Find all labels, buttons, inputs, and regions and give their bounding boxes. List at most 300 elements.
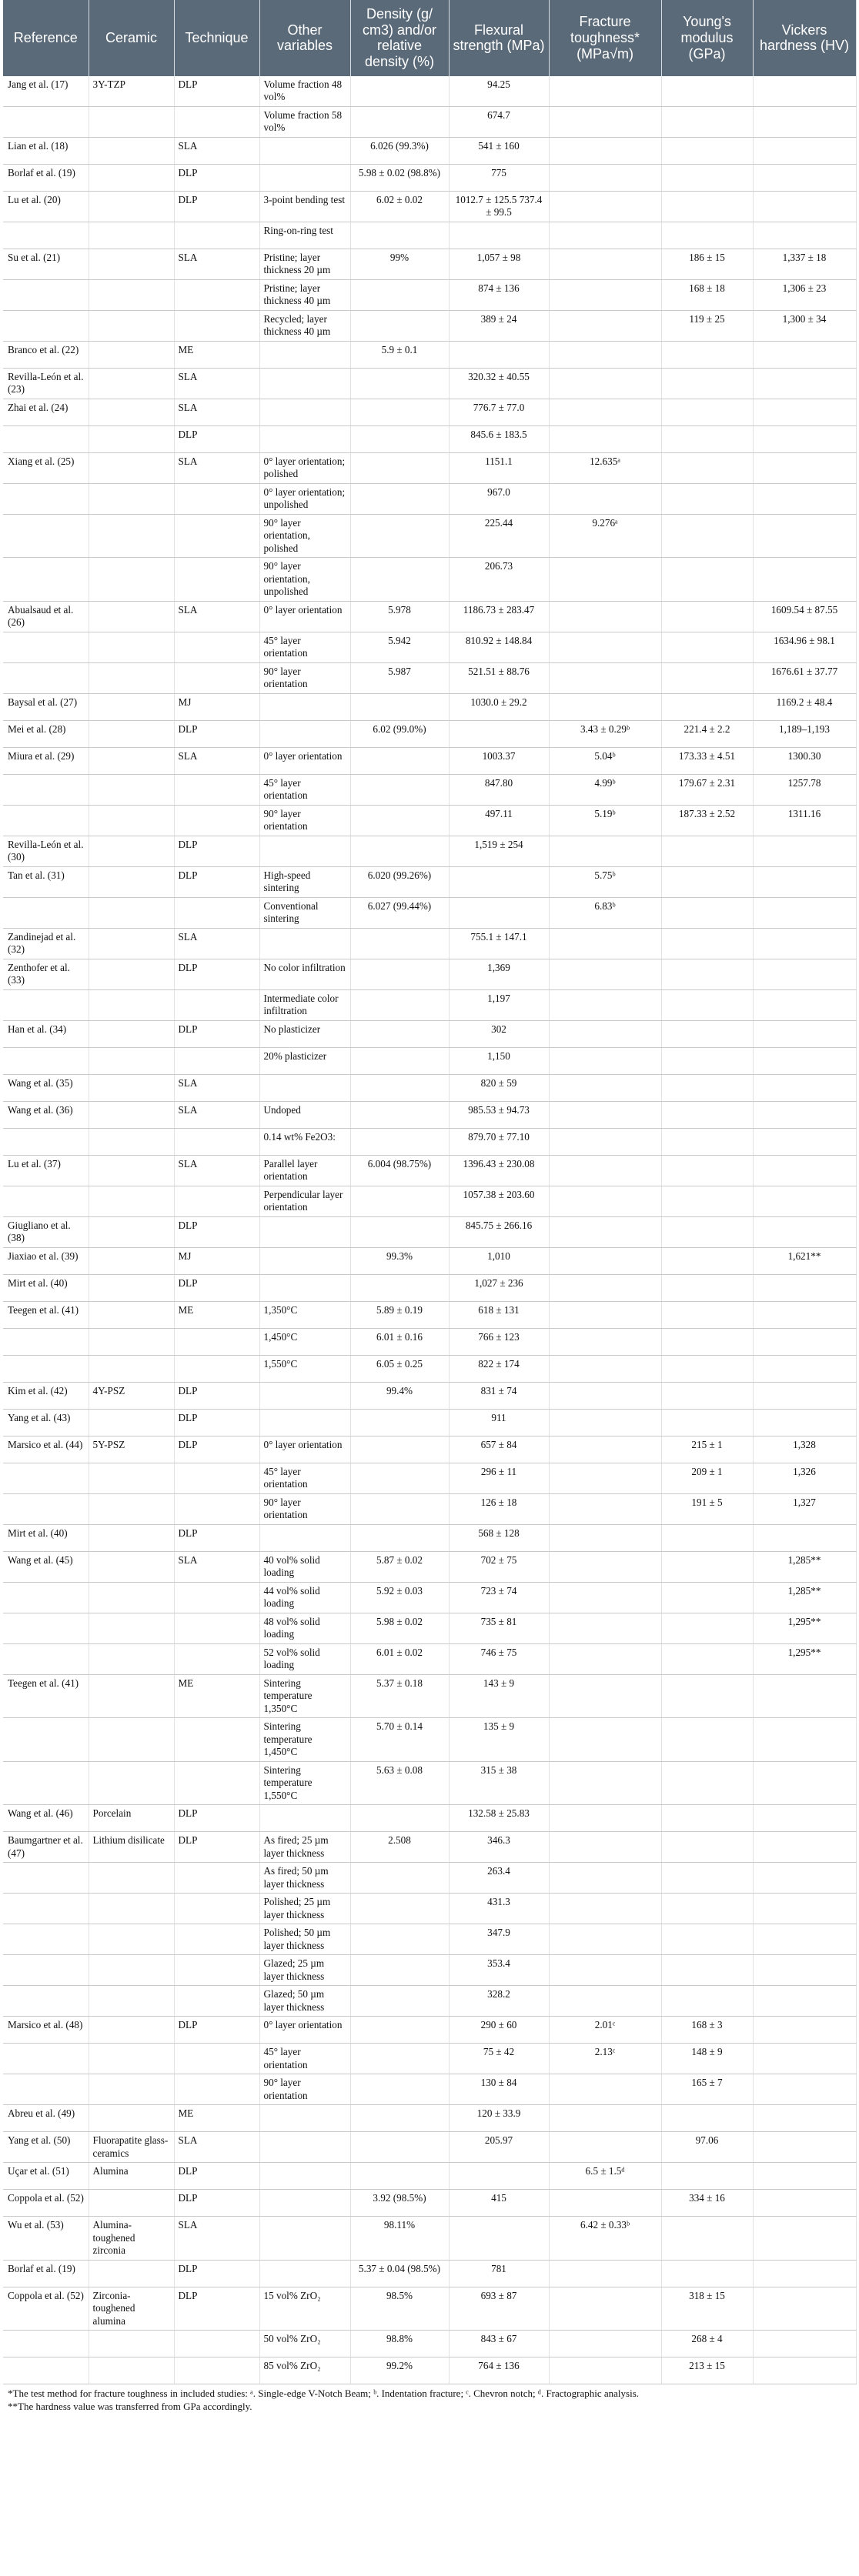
cell-youngs-modulus	[661, 514, 753, 558]
cell-ceramic	[89, 1128, 174, 1155]
cell-fracture-toughness	[549, 1274, 661, 1301]
cell-youngs-modulus	[661, 1524, 753, 1551]
cell-technique: DLP	[174, 191, 259, 222]
cell-youngs-modulus	[661, 1128, 753, 1155]
cell-reference: Zhai et al. (24)	[3, 399, 89, 425]
cell-density: 99.3%	[350, 1247, 449, 1274]
cell-technique	[174, 2074, 259, 2105]
table-row	[3, 2287, 856, 2331]
cell-technique: DLP	[174, 1409, 259, 1436]
cell-vickers-hardness: 1257.78	[753, 774, 856, 805]
cell-ceramic	[89, 558, 174, 602]
cell-ceramic	[89, 1020, 174, 1047]
cell-technique	[174, 2044, 259, 2074]
table-row	[3, 959, 856, 989]
cell-ceramic	[89, 106, 174, 137]
cell-vickers-hardness	[753, 1955, 856, 1986]
cell-vickers-hardness	[753, 1761, 856, 1805]
cell-technique	[174, 483, 259, 514]
cell-density	[350, 1924, 449, 1955]
cell-youngs-modulus	[661, 1074, 753, 1101]
cell-reference	[3, 2331, 89, 2357]
cell-youngs-modulus	[661, 1216, 753, 1247]
cell-youngs-modulus: 165 ± 7	[661, 2074, 753, 2105]
table-row	[3, 1074, 856, 1101]
cell-ceramic	[89, 341, 174, 368]
cell-technique: DLP	[174, 836, 259, 866]
cell-reference: Mei et al. (28)	[3, 720, 89, 747]
cell-ceramic	[89, 2017, 174, 2044]
cell-reference: Coppola et al. (52)	[3, 2287, 89, 2331]
cell-flexural-strength	[449, 2163, 549, 2190]
cell-flexural-strength	[449, 222, 549, 249]
table-row	[3, 1128, 856, 1155]
cell-other-variables: Volume fraction 48 vol%	[259, 76, 350, 107]
cell-density	[350, 310, 449, 341]
cell-density	[350, 279, 449, 310]
cell-vickers-hardness	[753, 137, 856, 164]
cell-reference	[3, 1718, 89, 1762]
cell-ceramic	[89, 1274, 174, 1301]
cell-vickers-hardness: 1,285**	[753, 1551, 856, 1582]
cell-youngs-modulus	[661, 1986, 753, 2017]
cell-ceramic	[89, 866, 174, 897]
cell-density	[350, 1047, 449, 1074]
cell-density: 5.37 ± 0.04 (98.5%)	[350, 2260, 449, 2287]
table-row	[3, 1020, 856, 1047]
cell-flexural-strength: 822 ± 174	[449, 1355, 549, 1382]
cell-density	[350, 483, 449, 514]
cell-vickers-hardness	[753, 989, 856, 1020]
cell-flexural-strength: 845.75 ± 266.16	[449, 1216, 549, 1247]
cell-youngs-modulus	[661, 1643, 753, 1674]
cell-reference: Baumgartner et al. (47)	[3, 1832, 89, 1863]
cell-vickers-hardness	[753, 341, 856, 368]
header-vickers-hardness: Vickers hardness (HV)	[753, 0, 856, 76]
cell-other-variables	[259, 341, 350, 368]
cell-fracture-toughness	[549, 191, 661, 222]
cell-ceramic	[89, 1463, 174, 1493]
cell-fracture-toughness: 2.13ᶜ	[549, 2044, 661, 2074]
cell-ceramic	[89, 601, 174, 632]
cell-youngs-modulus	[661, 76, 753, 107]
cell-ceramic	[89, 662, 174, 693]
cell-ceramic	[89, 1328, 174, 1355]
cell-youngs-modulus	[661, 1832, 753, 1863]
table-row	[3, 1186, 856, 1216]
cell-other-variables: 90° layer orientation	[259, 1493, 350, 1524]
cell-technique: SLA	[174, 2132, 259, 2163]
cell-youngs-modulus	[661, 1101, 753, 1128]
cell-density	[350, 425, 449, 452]
cell-technique: SLA	[174, 368, 259, 399]
cell-technique: SLA	[174, 452, 259, 483]
cell-vickers-hardness	[753, 959, 856, 989]
cell-density	[350, 558, 449, 602]
table-row	[3, 1674, 856, 1718]
cell-flexural-strength: 693 ± 87	[449, 2287, 549, 2331]
cell-youngs-modulus	[661, 191, 753, 222]
cell-fracture-toughness	[549, 368, 661, 399]
cell-reference	[3, 1894, 89, 1924]
cell-ceramic	[89, 1101, 174, 1128]
cell-technique: DLP	[174, 720, 259, 747]
cell-reference	[3, 514, 89, 558]
cell-youngs-modulus	[661, 1274, 753, 1301]
cell-other-variables	[259, 1274, 350, 1301]
table-row	[3, 425, 856, 452]
table-row	[3, 1463, 856, 1493]
cell-vickers-hardness: 1300.30	[753, 747, 856, 774]
cell-reference: Abualsaud et al. (26)	[3, 601, 89, 632]
table-row	[3, 399, 856, 425]
cell-fracture-toughness: 6.83ᵇ	[549, 897, 661, 928]
cell-vickers-hardness	[753, 2017, 856, 2044]
table-row	[3, 1863, 856, 1894]
cell-youngs-modulus	[661, 106, 753, 137]
cell-reference: Borlaf et al. (19)	[3, 2260, 89, 2287]
cell-technique: DLP	[174, 1274, 259, 1301]
cell-flexural-strength: 810.92 ± 148.84	[449, 632, 549, 662]
cell-reference: Kim et al. (42)	[3, 1382, 89, 1409]
header-youngs-modulus: Young's modulus (GPa)	[661, 0, 753, 76]
header-other-variables: Other variables	[259, 0, 350, 76]
cell-fracture-toughness	[549, 1955, 661, 1986]
cell-density: 6.020 (99.26%)	[350, 866, 449, 897]
cell-flexural-strength: 723 ± 74	[449, 1582, 549, 1613]
cell-technique: ME	[174, 1301, 259, 1328]
cell-reference: Borlaf et al. (19)	[3, 164, 89, 191]
cell-density	[350, 2105, 449, 2132]
header-flexural-strength: Flexural strength (MPa)	[449, 0, 549, 76]
table-row	[3, 1718, 856, 1762]
cell-fracture-toughness	[549, 1409, 661, 1436]
cell-fracture-toughness: 9.276ᵃ	[549, 514, 661, 558]
cell-reference	[3, 989, 89, 1020]
cell-technique: DLP	[174, 2260, 259, 2287]
cell-technique	[174, 989, 259, 1020]
cell-density: 99%	[350, 249, 449, 279]
cell-youngs-modulus	[661, 425, 753, 452]
cell-ceramic	[89, 1761, 174, 1805]
cell-ceramic: Lithium disilicate	[89, 1832, 174, 1863]
cell-ceramic	[89, 1355, 174, 1382]
cell-other-variables: 0° layer orientation; polished	[259, 452, 350, 483]
cell-density: 5.37 ± 0.18	[350, 1674, 449, 1718]
cell-other-variables: 0° layer orientation	[259, 2017, 350, 2044]
cell-ceramic	[89, 1409, 174, 1436]
cell-density: 5.70 ± 0.14	[350, 1718, 449, 1762]
cell-ceramic	[89, 1493, 174, 1524]
cell-technique	[174, 1582, 259, 1613]
table-row	[3, 310, 856, 341]
cell-vickers-hardness	[753, 1020, 856, 1047]
cell-vickers-hardness	[753, 1216, 856, 1247]
cell-vickers-hardness: 1,295**	[753, 1643, 856, 1674]
cell-other-variables: 45° layer orientation	[259, 2044, 350, 2074]
cell-fracture-toughness	[549, 836, 661, 866]
table-row	[3, 805, 856, 836]
cell-youngs-modulus	[661, 452, 753, 483]
cell-density	[350, 1955, 449, 1986]
cell-reference	[3, 1582, 89, 1613]
cell-reference: Marsico et al. (48)	[3, 2017, 89, 2044]
cell-vickers-hardness: 1,621**	[753, 1247, 856, 1274]
cell-technique: SLA	[174, 928, 259, 959]
cell-fracture-toughness	[549, 1463, 661, 1493]
cell-flexural-strength: 879.70 ± 77.10	[449, 1128, 549, 1155]
cell-technique	[174, 805, 259, 836]
table-body	[3, 76, 856, 2384]
cell-technique: DLP	[174, 425, 259, 452]
cell-fracture-toughness: 4.99ᵇ	[549, 774, 661, 805]
cell-flexural-strength: 568 ± 128	[449, 1524, 549, 1551]
cell-ceramic	[89, 1216, 174, 1247]
cell-flexural-strength: 126 ± 18	[449, 1493, 549, 1524]
table-row	[3, 164, 856, 191]
cell-other-variables	[259, 2105, 350, 2132]
cell-technique: DLP	[174, 959, 259, 989]
cell-youngs-modulus	[661, 1761, 753, 1805]
cell-youngs-modulus	[661, 1863, 753, 1894]
cell-ceramic	[89, 191, 174, 222]
cell-other-variables: 3-point bending test	[259, 191, 350, 222]
cell-youngs-modulus	[661, 632, 753, 662]
cell-vickers-hardness: 1,327	[753, 1493, 856, 1524]
table-row	[3, 928, 856, 959]
cell-other-variables: 0° layer orientation	[259, 1436, 350, 1463]
cell-ceramic	[89, 836, 174, 866]
cell-youngs-modulus	[661, 1355, 753, 1382]
cell-technique	[174, 1128, 259, 1155]
cell-technique: DLP	[174, 2190, 259, 2217]
cell-other-variables: 90° layer orientation, unpolished	[259, 558, 350, 602]
cell-fracture-toughness	[549, 1761, 661, 1805]
cell-flexural-strength: 132.58 ± 25.83	[449, 1805, 549, 1832]
cell-other-variables	[259, 928, 350, 959]
footnote-hardness: **The hardness value was transferred from GPa accordingly.	[8, 2400, 252, 2412]
cell-ceramic	[89, 1894, 174, 1924]
cell-fracture-toughness: 12.635ᵃ	[549, 452, 661, 483]
cell-ceramic: Alumina	[89, 2163, 174, 2190]
cell-youngs-modulus: 268 ± 4	[661, 2331, 753, 2357]
cell-other-variables: 52 vol% solid loading	[259, 1643, 350, 1674]
cell-youngs-modulus: 318 ± 15	[661, 2287, 753, 2331]
cell-youngs-modulus: 334 ± 16	[661, 2190, 753, 2217]
cell-youngs-modulus: 221.4 ± 2.2	[661, 720, 753, 747]
cell-flexural-strength: 315 ± 38	[449, 1761, 549, 1805]
cell-vickers-hardness	[753, 368, 856, 399]
cell-youngs-modulus	[661, 1247, 753, 1274]
cell-flexural-strength: 820 ± 59	[449, 1074, 549, 1101]
cell-ceramic	[89, 632, 174, 662]
cell-youngs-modulus	[661, 1805, 753, 1832]
cell-other-variables	[259, 1524, 350, 1551]
cell-ceramic	[89, 2190, 174, 2217]
cell-other-variables	[259, 1216, 350, 1247]
cell-reference	[3, 1355, 89, 1382]
cell-other-variables: Undoped	[259, 1101, 350, 1128]
cell-fracture-toughness	[549, 2331, 661, 2357]
cell-youngs-modulus	[661, 1674, 753, 1718]
cell-fracture-toughness	[549, 1328, 661, 1355]
cell-reference	[3, 632, 89, 662]
cell-density	[350, 1074, 449, 1101]
cell-reference	[3, 1863, 89, 1894]
cell-technique	[174, 774, 259, 805]
table-row	[3, 2105, 856, 2132]
cell-vickers-hardness	[753, 2260, 856, 2287]
cell-technique: SLA	[174, 747, 259, 774]
table-row	[3, 1955, 856, 1986]
cell-vickers-hardness	[753, 1355, 856, 1382]
cell-vickers-hardness	[753, 928, 856, 959]
cell-technique: SLA	[174, 399, 259, 425]
header-fracture-toughness: Fracture toughness* (MPa√m)	[549, 0, 661, 76]
cell-density: 5.92 ± 0.03	[350, 1582, 449, 1613]
cell-reference: Yang et al. (43)	[3, 1409, 89, 1436]
cell-reference	[3, 1955, 89, 1986]
header-row	[3, 0, 856, 76]
cell-vickers-hardness	[753, 2163, 856, 2190]
cell-technique: MJ	[174, 1247, 259, 1274]
cell-flexural-strength: 746 ± 75	[449, 1643, 549, 1674]
cell-ceramic	[89, 279, 174, 310]
cell-fracture-toughness	[549, 249, 661, 279]
cell-other-variables	[259, 2260, 350, 2287]
cell-density: 3.92 (98.5%)	[350, 2190, 449, 2217]
cell-vickers-hardness	[753, 1409, 856, 1436]
cell-youngs-modulus: 168 ± 3	[661, 2017, 753, 2044]
table-row	[3, 1924, 856, 1955]
cell-density	[350, 1128, 449, 1155]
cell-flexural-strength: 1186.73 ± 283.47	[449, 601, 549, 632]
cell-vickers-hardness	[753, 1128, 856, 1155]
cell-reference: Xiang et al. (25)	[3, 452, 89, 483]
table-row	[3, 452, 856, 483]
cell-vickers-hardness	[753, 2074, 856, 2105]
cell-density	[350, 1436, 449, 1463]
cell-technique: DLP	[174, 1524, 259, 1551]
cell-density	[350, 959, 449, 989]
cell-other-variables	[259, 836, 350, 866]
cell-other-variables: 45° layer orientation	[259, 632, 350, 662]
cell-flexural-strength: 657 ± 84	[449, 1436, 549, 1463]
cell-density: 99.4%	[350, 1382, 449, 1409]
cell-vickers-hardness	[753, 1186, 856, 1216]
cell-flexural-strength: 831 ± 74	[449, 1382, 549, 1409]
cell-vickers-hardness	[753, 1382, 856, 1409]
cell-other-variables	[259, 2163, 350, 2190]
cell-other-variables: Parallel layer orientation	[259, 1155, 350, 1186]
cell-youngs-modulus: 168 ± 18	[661, 279, 753, 310]
cell-vickers-hardness	[753, 2105, 856, 2132]
cell-technique	[174, 310, 259, 341]
cell-ceramic: 3Y-TZP	[89, 76, 174, 107]
cell-flexural-strength: 143 ± 9	[449, 1674, 549, 1718]
cell-other-variables: Sintering temperature 1,450°C	[259, 1718, 350, 1762]
cell-youngs-modulus	[661, 693, 753, 720]
table-row	[3, 2132, 856, 2163]
cell-technique	[174, 514, 259, 558]
cell-youngs-modulus	[661, 1551, 753, 1582]
cell-other-variables	[259, 693, 350, 720]
cell-fracture-toughness	[549, 2074, 661, 2105]
cell-reference	[3, 1924, 89, 1955]
cell-reference	[3, 897, 89, 928]
table-row	[3, 693, 856, 720]
cell-fracture-toughness	[549, 1101, 661, 1128]
cell-fracture-toughness	[549, 2190, 661, 2217]
cell-ceramic	[89, 2260, 174, 2287]
header-reference: Reference	[3, 0, 89, 76]
cell-reference: Lu et al. (37)	[3, 1155, 89, 1186]
header-technique: Technique	[174, 0, 259, 76]
cell-reference: Wang et al. (45)	[3, 1551, 89, 1582]
cell-flexural-strength: 781	[449, 2260, 549, 2287]
cell-density: 98.8%	[350, 2331, 449, 2357]
cell-vickers-hardness	[753, 1155, 856, 1186]
cell-vickers-hardness	[753, 191, 856, 222]
cell-flexural-strength: 911	[449, 1409, 549, 1436]
cell-fracture-toughness	[549, 279, 661, 310]
cell-ceramic	[89, 774, 174, 805]
cell-flexural-strength: 766 ± 123	[449, 1328, 549, 1355]
cell-youngs-modulus	[661, 928, 753, 959]
cell-density: 6.05 ± 0.25	[350, 1355, 449, 1382]
cell-density: 5.978	[350, 601, 449, 632]
cell-ceramic	[89, 368, 174, 399]
cell-youngs-modulus	[661, 1613, 753, 1643]
cell-flexural-strength: 776.7 ± 77.0	[449, 399, 549, 425]
cell-reference: Miura et al. (29)	[3, 747, 89, 774]
cell-reference	[3, 483, 89, 514]
table-row	[3, 222, 856, 249]
cell-other-variables: 0° layer orientation	[259, 747, 350, 774]
cell-density: 99.2%	[350, 2357, 449, 2384]
cell-youngs-modulus	[661, 866, 753, 897]
cell-reference: Tan et al. (31)	[3, 866, 89, 897]
cell-ceramic	[89, 249, 174, 279]
cell-vickers-hardness: 1,306 ± 23	[753, 279, 856, 310]
cell-reference: Teegen et al. (41)	[3, 1674, 89, 1718]
cell-other-variables: 90° layer orientation	[259, 805, 350, 836]
cell-vickers-hardness: 1,328	[753, 1436, 856, 1463]
table-row	[3, 1355, 856, 1382]
cell-ceramic	[89, 2357, 174, 2384]
cell-technique: SLA	[174, 1101, 259, 1128]
cell-other-variables	[259, 2190, 350, 2217]
cell-technique: DLP	[174, 164, 259, 191]
cell-fracture-toughness	[549, 1128, 661, 1155]
cell-flexural-strength: 135 ± 9	[449, 1718, 549, 1762]
cell-vickers-hardness: 1,285**	[753, 1582, 856, 1613]
cell-vickers-hardness	[753, 2331, 856, 2357]
cell-reference	[3, 1643, 89, 1674]
cell-flexural-strength: 320.32 ± 40.55	[449, 368, 549, 399]
cell-other-variables	[259, 425, 350, 452]
table-row	[3, 2044, 856, 2074]
table-row	[3, 1274, 856, 1301]
cell-density	[350, 2017, 449, 2044]
cell-reference: Baysal et al. (27)	[3, 693, 89, 720]
cell-ceramic	[89, 2044, 174, 2074]
cell-vickers-hardness	[753, 76, 856, 107]
cell-fracture-toughness	[549, 662, 661, 693]
cell-reference: Wang et al. (36)	[3, 1101, 89, 1128]
cell-technique: MJ	[174, 693, 259, 720]
cell-reference: Jang et al. (17)	[3, 76, 89, 107]
